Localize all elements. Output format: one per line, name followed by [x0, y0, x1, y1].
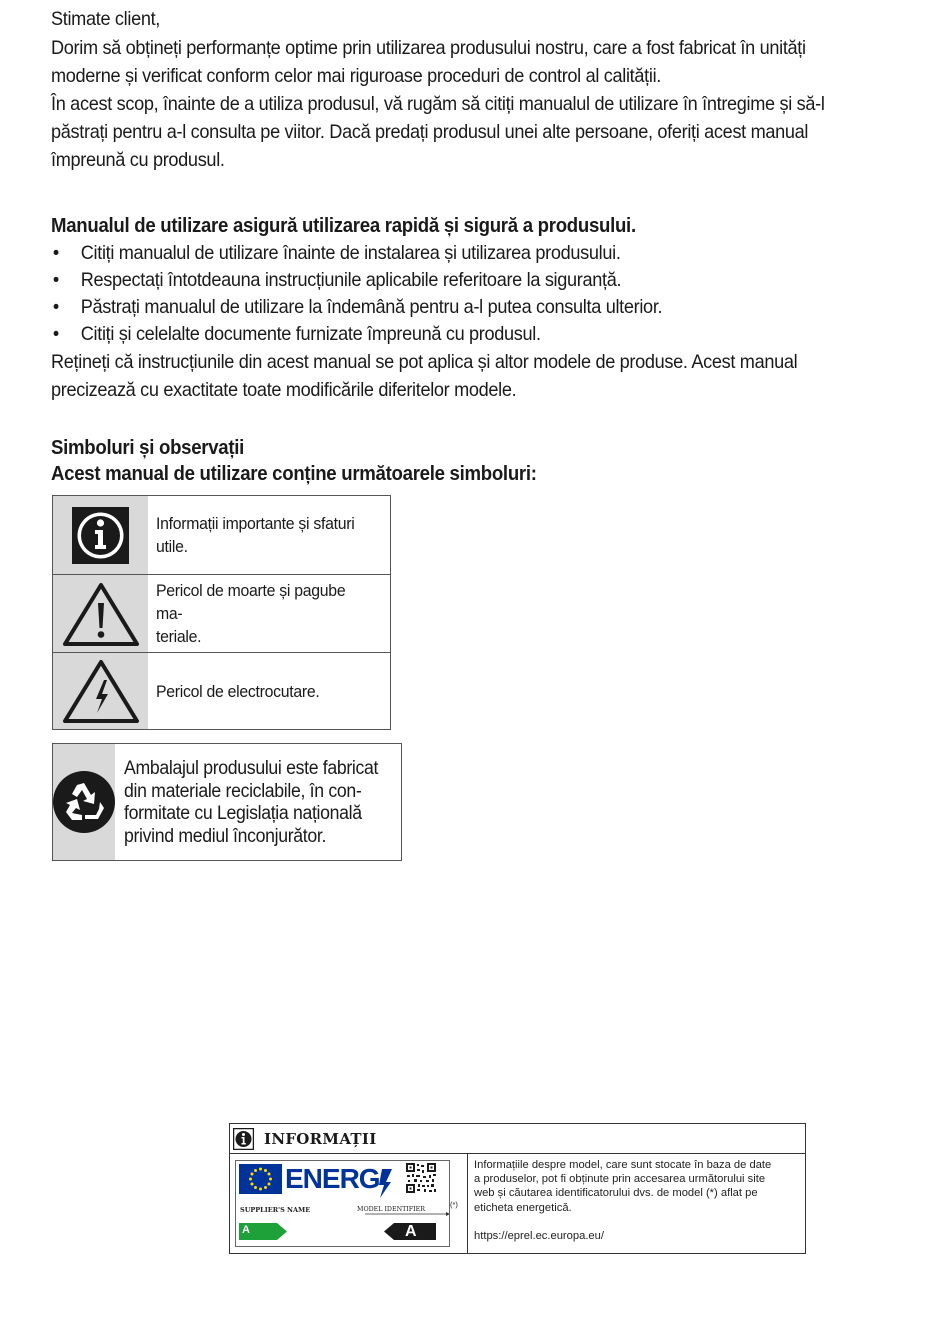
symbol-row-info	[53, 496, 390, 575]
info-box-text	[468, 1154, 805, 1253]
intro-line: Dorim să obțineți performanțe optime prin utilizarea produsului nostru, care a fost fabricat în unități	[51, 37, 806, 59]
intro-line: păstrați pentru a-l consulta pe viitor. Dacă predați produsul unei alte persoane, oferiți acest manual	[51, 121, 809, 143]
list-item	[51, 240, 662, 267]
list-item	[51, 267, 662, 294]
recycle-text-line: din materiale reciclabile, în con-	[124, 780, 362, 802]
list-item-text: Citiți și celelalte documente furnizate împreună cu produsul.	[80, 323, 541, 345]
bullet-mark: •	[52, 296, 59, 318]
info-small-icon	[233, 1128, 254, 1150]
info-box-title: INFORMAȚII	[264, 1129, 377, 1148]
warning-triangle-icon	[53, 575, 148, 652]
info-icon	[53, 496, 148, 574]
info-text-line: web și căutarea identificatorului dvs. de model (*) aflat pe	[474, 1187, 758, 1200]
bullet-list	[51, 240, 708, 348]
note-line: Rețineți că instrucțiunile din acest manual se pot aplica și altor modele de produse. Acest manual	[51, 351, 798, 373]
symbol-text-line: teriale.	[156, 627, 202, 646]
energy-label	[235, 1160, 450, 1247]
list-item-text: Respectați întotdeauna instrucțiunile aplicabile referitoare la siguranță.	[80, 269, 622, 291]
electric-hazard-icon	[53, 653, 148, 729]
symbol-description	[148, 653, 390, 729]
class-left-letter: A	[242, 1224, 250, 1236]
info-box	[229, 1123, 806, 1254]
info-text-line: Informațiile despre model, care sunt stocate în baza de date	[474, 1159, 772, 1171]
symbol-text-line: Informații importante și sfaturi utile.	[156, 514, 355, 556]
info-box-header	[230, 1124, 805, 1154]
eprel-link[interactable]: https://eprel.ec.europa.eu/	[474, 1229, 604, 1242]
asterisk-marker: (*)	[450, 1200, 458, 1209]
symbols-subheading: Acest manual de utilizare conține următoarele simboluri:	[51, 463, 537, 485]
list-item	[51, 321, 662, 348]
note-line: precizează cu exactitate toate modificările diferitelor modele.	[51, 379, 517, 401]
symbols-heading: Simboluri și observații	[51, 437, 245, 459]
symbol-description	[148, 575, 390, 652]
intro-line: împreună cu produsul.	[51, 149, 225, 171]
info-text-line: a produselor, pot fi obținute prin accesarea următorului site	[474, 1173, 766, 1186]
models-note	[51, 348, 854, 404]
intro-line: moderne și verificat conform celor mai riguroase proceduri de control al calității.	[51, 65, 662, 87]
qr-code-icon	[406, 1163, 436, 1193]
supplier-name-text: SUPPLIER'S NAME	[240, 1206, 311, 1214]
lightning-icon	[379, 1169, 392, 1198]
symbol-description	[148, 496, 390, 574]
intro-line: În acest scop, înainte de a utiliza produsul, vă rugăm să citiți manualul de utilizare în întregime și să-l	[51, 93, 825, 115]
info-box-body	[230, 1154, 805, 1253]
recycle-notice	[52, 743, 402, 861]
list-item-text: Păstrați manualul de utilizare la îndemână pentru a-l putea consulta ulterior.	[80, 296, 663, 318]
recycle-icon	[53, 744, 115, 860]
recycle-text-line: privind mediul înconjurător.	[124, 825, 327, 847]
symbol-row-warning	[53, 575, 390, 653]
recycle-text-line: Ambalajul produsului este fabricat	[124, 758, 379, 779]
symbol-text-line: Pericol de moarte și pagube ma-	[156, 581, 346, 623]
bullet-mark: •	[52, 242, 59, 264]
list-item	[51, 294, 662, 321]
manual-heading: Manualul de utilizare asigură utilizarea rapidă și sigură a produsului.	[51, 215, 636, 237]
bullet-mark: •	[52, 323, 59, 345]
class-right-letter: A	[405, 1223, 417, 1240]
symbol-row-electric	[53, 653, 390, 729]
energy-label-illustration	[230, 1154, 468, 1253]
recycle-description	[115, 744, 405, 860]
recycle-text-line: formitate cu Legislația națională	[124, 803, 362, 824]
greeting: Stimate client,	[51, 8, 161, 30]
energy-brand-text: ENERG	[285, 1163, 380, 1194]
bullet-mark: •	[52, 269, 59, 291]
list-item-text: Citiți manualul de utilizare înainte de instalarea și utilizarea produsului.	[80, 242, 621, 264]
symbol-text-line: Pericol de electrocutare.	[156, 681, 320, 701]
symbols-table	[52, 495, 391, 730]
info-text-line: eticheta energetică.	[474, 1201, 572, 1214]
intro-paragraph	[51, 34, 883, 174]
model-identifier-text: MODEL IDENTIFIER	[357, 1206, 425, 1213]
